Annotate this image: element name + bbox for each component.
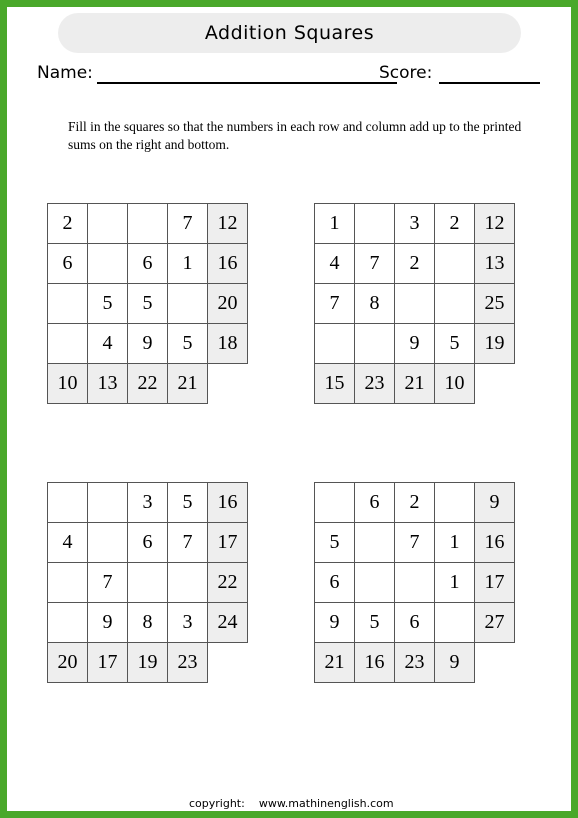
given-number-cell: 4 xyxy=(314,243,355,284)
given-number-cell: 4 xyxy=(87,323,128,364)
given-number-cell: 7 xyxy=(167,203,208,244)
column-sum-cell: 19 xyxy=(127,642,168,683)
given-number-cell: 7 xyxy=(167,522,208,563)
row-sum-cell: 13 xyxy=(474,243,515,284)
row-sum-cell: 24 xyxy=(207,602,248,643)
empty-answer-cell[interactable] xyxy=(47,562,88,603)
given-number-cell: 5 xyxy=(314,522,355,563)
given-number-cell: 6 xyxy=(47,243,88,284)
column-sum-cell: 21 xyxy=(394,363,435,404)
column-sum-cell: 22 xyxy=(127,363,168,404)
empty-answer-cell[interactable] xyxy=(47,283,88,324)
empty-answer-cell[interactable] xyxy=(434,602,475,643)
empty-answer-cell[interactable] xyxy=(314,482,355,523)
given-number-cell: 3 xyxy=(167,602,208,643)
empty-answer-cell[interactable] xyxy=(354,323,395,364)
column-sum-cell: 23 xyxy=(354,363,395,404)
row-sum-cell: 12 xyxy=(207,203,248,244)
empty-answer-cell[interactable] xyxy=(87,243,128,284)
empty-answer-cell[interactable] xyxy=(434,283,475,324)
name-label: Name: xyxy=(37,63,93,83)
row-sum-cell: 16 xyxy=(474,522,515,563)
given-number-cell: 5 xyxy=(434,323,475,364)
name-score-row xyxy=(37,63,547,89)
empty-answer-cell[interactable] xyxy=(394,562,435,603)
column-sum-cell: 15 xyxy=(314,363,355,404)
empty-answer-cell[interactable] xyxy=(354,562,395,603)
footer xyxy=(189,797,394,810)
given-number-cell: 8 xyxy=(354,283,395,324)
empty-answer-cell[interactable] xyxy=(434,482,475,523)
column-sum-cell: 23 xyxy=(167,642,208,683)
given-number-cell: 5 xyxy=(354,602,395,643)
given-number-cell: 5 xyxy=(87,283,128,324)
worksheet-page xyxy=(7,7,571,811)
empty-answer-cell[interactable] xyxy=(127,203,168,244)
grid-corner xyxy=(207,363,248,404)
given-number-cell: 7 xyxy=(354,243,395,284)
row-sum-cell: 9 xyxy=(474,482,515,523)
given-number-cell: 2 xyxy=(434,203,475,244)
column-sum-cell: 21 xyxy=(167,363,208,404)
row-sum-cell: 17 xyxy=(207,522,248,563)
given-number-cell: 6 xyxy=(127,522,168,563)
empty-answer-cell[interactable] xyxy=(354,203,395,244)
given-number-cell: 3 xyxy=(394,203,435,244)
empty-answer-cell[interactable] xyxy=(354,522,395,563)
given-number-cell: 1 xyxy=(434,522,475,563)
empty-answer-cell[interactable] xyxy=(87,522,128,563)
grid-corner xyxy=(474,642,515,683)
row-sum-cell: 17 xyxy=(474,562,515,603)
given-number-cell: 7 xyxy=(394,522,435,563)
empty-answer-cell[interactable] xyxy=(87,203,128,244)
given-number-cell: 3 xyxy=(127,482,168,523)
row-sum-cell: 16 xyxy=(207,243,248,284)
row-sum-cell: 16 xyxy=(207,482,248,523)
column-sum-cell: 16 xyxy=(354,642,395,683)
given-number-cell: 5 xyxy=(167,323,208,364)
given-number-cell: 5 xyxy=(167,482,208,523)
website-url: www.mathinenglish.com xyxy=(258,797,394,810)
row-sum-cell: 27 xyxy=(474,602,515,643)
empty-answer-cell[interactable] xyxy=(47,482,88,523)
given-number-cell: 2 xyxy=(394,243,435,284)
puzzle-grid-4 xyxy=(314,482,514,682)
copyright-label: copyright: xyxy=(189,797,245,810)
given-number-cell: 6 xyxy=(394,602,435,643)
row-sum-cell: 22 xyxy=(207,562,248,603)
given-number-cell: 2 xyxy=(394,482,435,523)
given-number-cell: 8 xyxy=(127,602,168,643)
given-number-cell: 7 xyxy=(87,562,128,603)
given-number-cell: 1 xyxy=(314,203,355,244)
row-sum-cell: 20 xyxy=(207,283,248,324)
column-sum-cell: 9 xyxy=(434,642,475,683)
given-number-cell: 9 xyxy=(127,323,168,364)
score-label: Score: xyxy=(379,63,433,83)
given-number-cell: 6 xyxy=(127,243,168,284)
row-sum-cell: 25 xyxy=(474,283,515,324)
empty-answer-cell[interactable] xyxy=(47,602,88,643)
given-number-cell: 9 xyxy=(394,323,435,364)
empty-answer-cell[interactable] xyxy=(434,243,475,284)
row-sum-cell: 19 xyxy=(474,323,515,364)
score-field[interactable] xyxy=(439,82,540,84)
empty-answer-cell[interactable] xyxy=(87,482,128,523)
given-number-cell: 1 xyxy=(167,243,208,284)
puzzle-grid-2 xyxy=(314,203,514,403)
instructions-text: Fill in the squares so that the numbers in each row and column add up to the printed sums on the right and bottom. xyxy=(68,119,522,152)
column-sum-cell: 21 xyxy=(314,642,355,683)
grid-corner xyxy=(474,363,515,404)
puzzle-grid-1 xyxy=(47,203,247,403)
column-sum-cell: 20 xyxy=(47,642,88,683)
given-number-cell: 6 xyxy=(354,482,395,523)
column-sum-cell: 10 xyxy=(434,363,475,404)
given-number-cell: 6 xyxy=(314,562,355,603)
given-number-cell: 9 xyxy=(314,602,355,643)
grid-corner xyxy=(207,642,248,683)
empty-answer-cell[interactable] xyxy=(167,562,208,603)
empty-answer-cell[interactable] xyxy=(127,562,168,603)
empty-answer-cell[interactable] xyxy=(394,283,435,324)
row-sum-cell: 12 xyxy=(474,203,515,244)
empty-answer-cell[interactable] xyxy=(167,283,208,324)
puzzle-grid-3 xyxy=(47,482,247,682)
empty-answer-cell[interactable] xyxy=(47,323,88,364)
worksheet-title: Addition Squares xyxy=(58,13,521,53)
name-field[interactable] xyxy=(97,82,397,84)
column-sum-cell: 13 xyxy=(87,363,128,404)
column-sum-cell: 17 xyxy=(87,642,128,683)
row-sum-cell: 18 xyxy=(207,323,248,364)
given-number-cell: 7 xyxy=(314,283,355,324)
column-sum-cell: 23 xyxy=(394,642,435,683)
column-sum-cell: 10 xyxy=(47,363,88,404)
given-number-cell: 1 xyxy=(434,562,475,603)
given-number-cell: 9 xyxy=(87,602,128,643)
given-number-cell: 2 xyxy=(47,203,88,244)
given-number-cell: 4 xyxy=(47,522,88,563)
given-number-cell: 5 xyxy=(127,283,168,324)
empty-answer-cell[interactable] xyxy=(314,323,355,364)
